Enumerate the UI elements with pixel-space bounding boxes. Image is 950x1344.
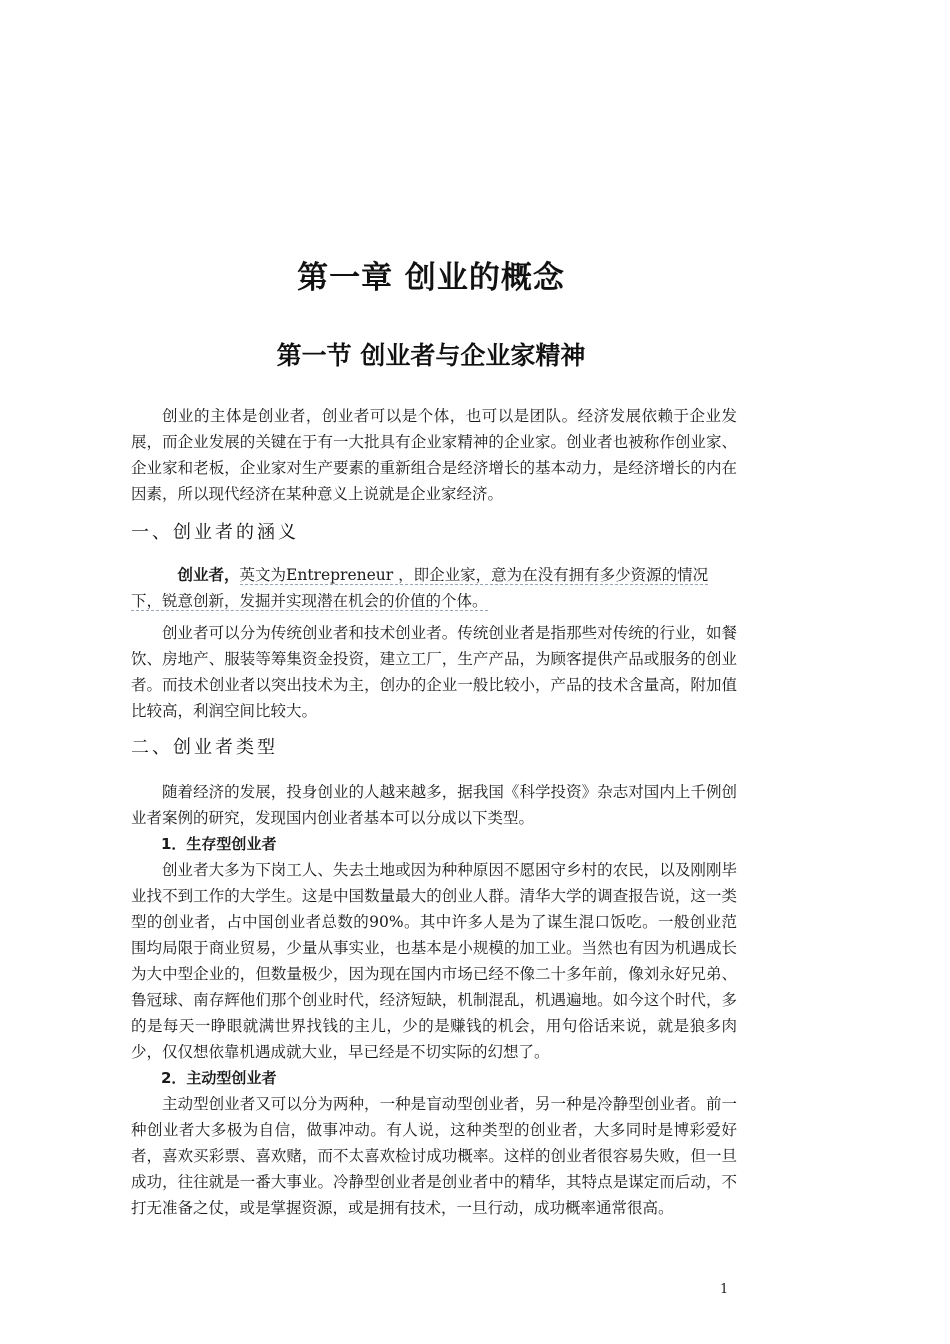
definition-line-2: 下，锐意创新，发掘并实现潜在机会的价值的个体。	[131, 592, 488, 610]
heading-types: 二、创业者类型	[131, 737, 278, 758]
definition-line-1: 英文为Entrepreneur ，即企业家，意为在没有拥有多少资源的情况	[239, 566, 709, 584]
research-paragraph: 随着经济的发展，投身创业的人越来越多，据我国《科学投资》杂志对国内上千例创业者案例的研究，发现国内创业者基本可以分成以下类型。	[131, 783, 737, 827]
definition-paragraph	[131, 562, 737, 588]
type-1-body: 创业者大多为下岗工人、失去土地或因为种种原因不愿困守乡村的农民，以及刚刚毕业找不到工作的大学生。这是中国数量最大的创业人群。清华大学的调查报告说，这一类型的创业者，占中国创业者总数的90%。其中许多人是为了谋生混口饭吃。一般创业范围均局限于商业贸易，少量从事实业，也基本是小规模的加工业。当然也有因为机遇成长为大中型企业的，但数量极少，因为现在国内市场已经不像二十多年前，像刘永好兄弟、鲁冠球、南存辉他们那个创业时代，经济短缺，机制混乱，机遇遍地。如今这个时代，多的是每天一睁眼就满世界找钱的主儿，少的是赚钱的机会，用句俗话来说，就是狼多肉少，仅仅想依靠机遇成就大业，早已经是不切实际的幻想了。	[131, 861, 737, 1061]
section-title: 第一节 创业者与企业家精神	[276, 341, 586, 370]
types-section	[131, 779, 737, 1221]
types-paragraph: 创业者可以分为传统创业者和技术创业者。传统创业者是指那些对传统的行业，如餐饮、房地产、服装等筹集资金投资，建立工厂，生产产品，为顾客提供产品或服务的创业者。而技术创业者以突出技术为主，创办的企业一般比较小，产品的技术含量高，附加值比较高，利润空间比较大。	[131, 624, 737, 720]
chapter-title: 第一章 创业的概念	[297, 260, 565, 296]
type-1-title: 1．生存型创业者	[161, 835, 277, 853]
page-number: 1	[720, 1282, 729, 1297]
intro-section	[131, 403, 737, 507]
type-2-body: 主动型创业者又可以分为两种，一种是盲动型创业者，另一种是冷静型创业者。前一种创业者大多极为自信，做事冲动。有人说，这种类型的创业者，大多同时是博彩爱好者，喜欢买彩票、喜欢赌，而不太喜欢检讨成功概率。这样的创业者很容易失败，但一旦成功，往往就是一番大事业。冷静型创业者是创业者中的精华，其特点是谋定而后动，不打无准备之仗，或是掌握资源，或是拥有技术，一旦行动，成功概率通常很高。	[131, 1095, 737, 1217]
definition-paragraph-cont	[131, 588, 737, 614]
definition-term: 创业者，	[177, 566, 240, 584]
intro-paragraph: 创业的主体是创业者，创业者可以是个体，也可以是团队。经济发展依赖于企业发展，而企业发展的关键在于有一大批具有企业家精神的企业家。创业者也被称作创业家、企业家和老板，企业家对生产要素的重新组合是经济增长的基本动力，是经济增长的内在因素，所以现代经济在某种意义上说就是企业家经济。	[131, 407, 737, 503]
heading-definition: 一、创业者的涵义	[131, 522, 299, 543]
definition-section	[131, 562, 737, 724]
type-2-title: 2．主动型创业者	[161, 1069, 277, 1087]
